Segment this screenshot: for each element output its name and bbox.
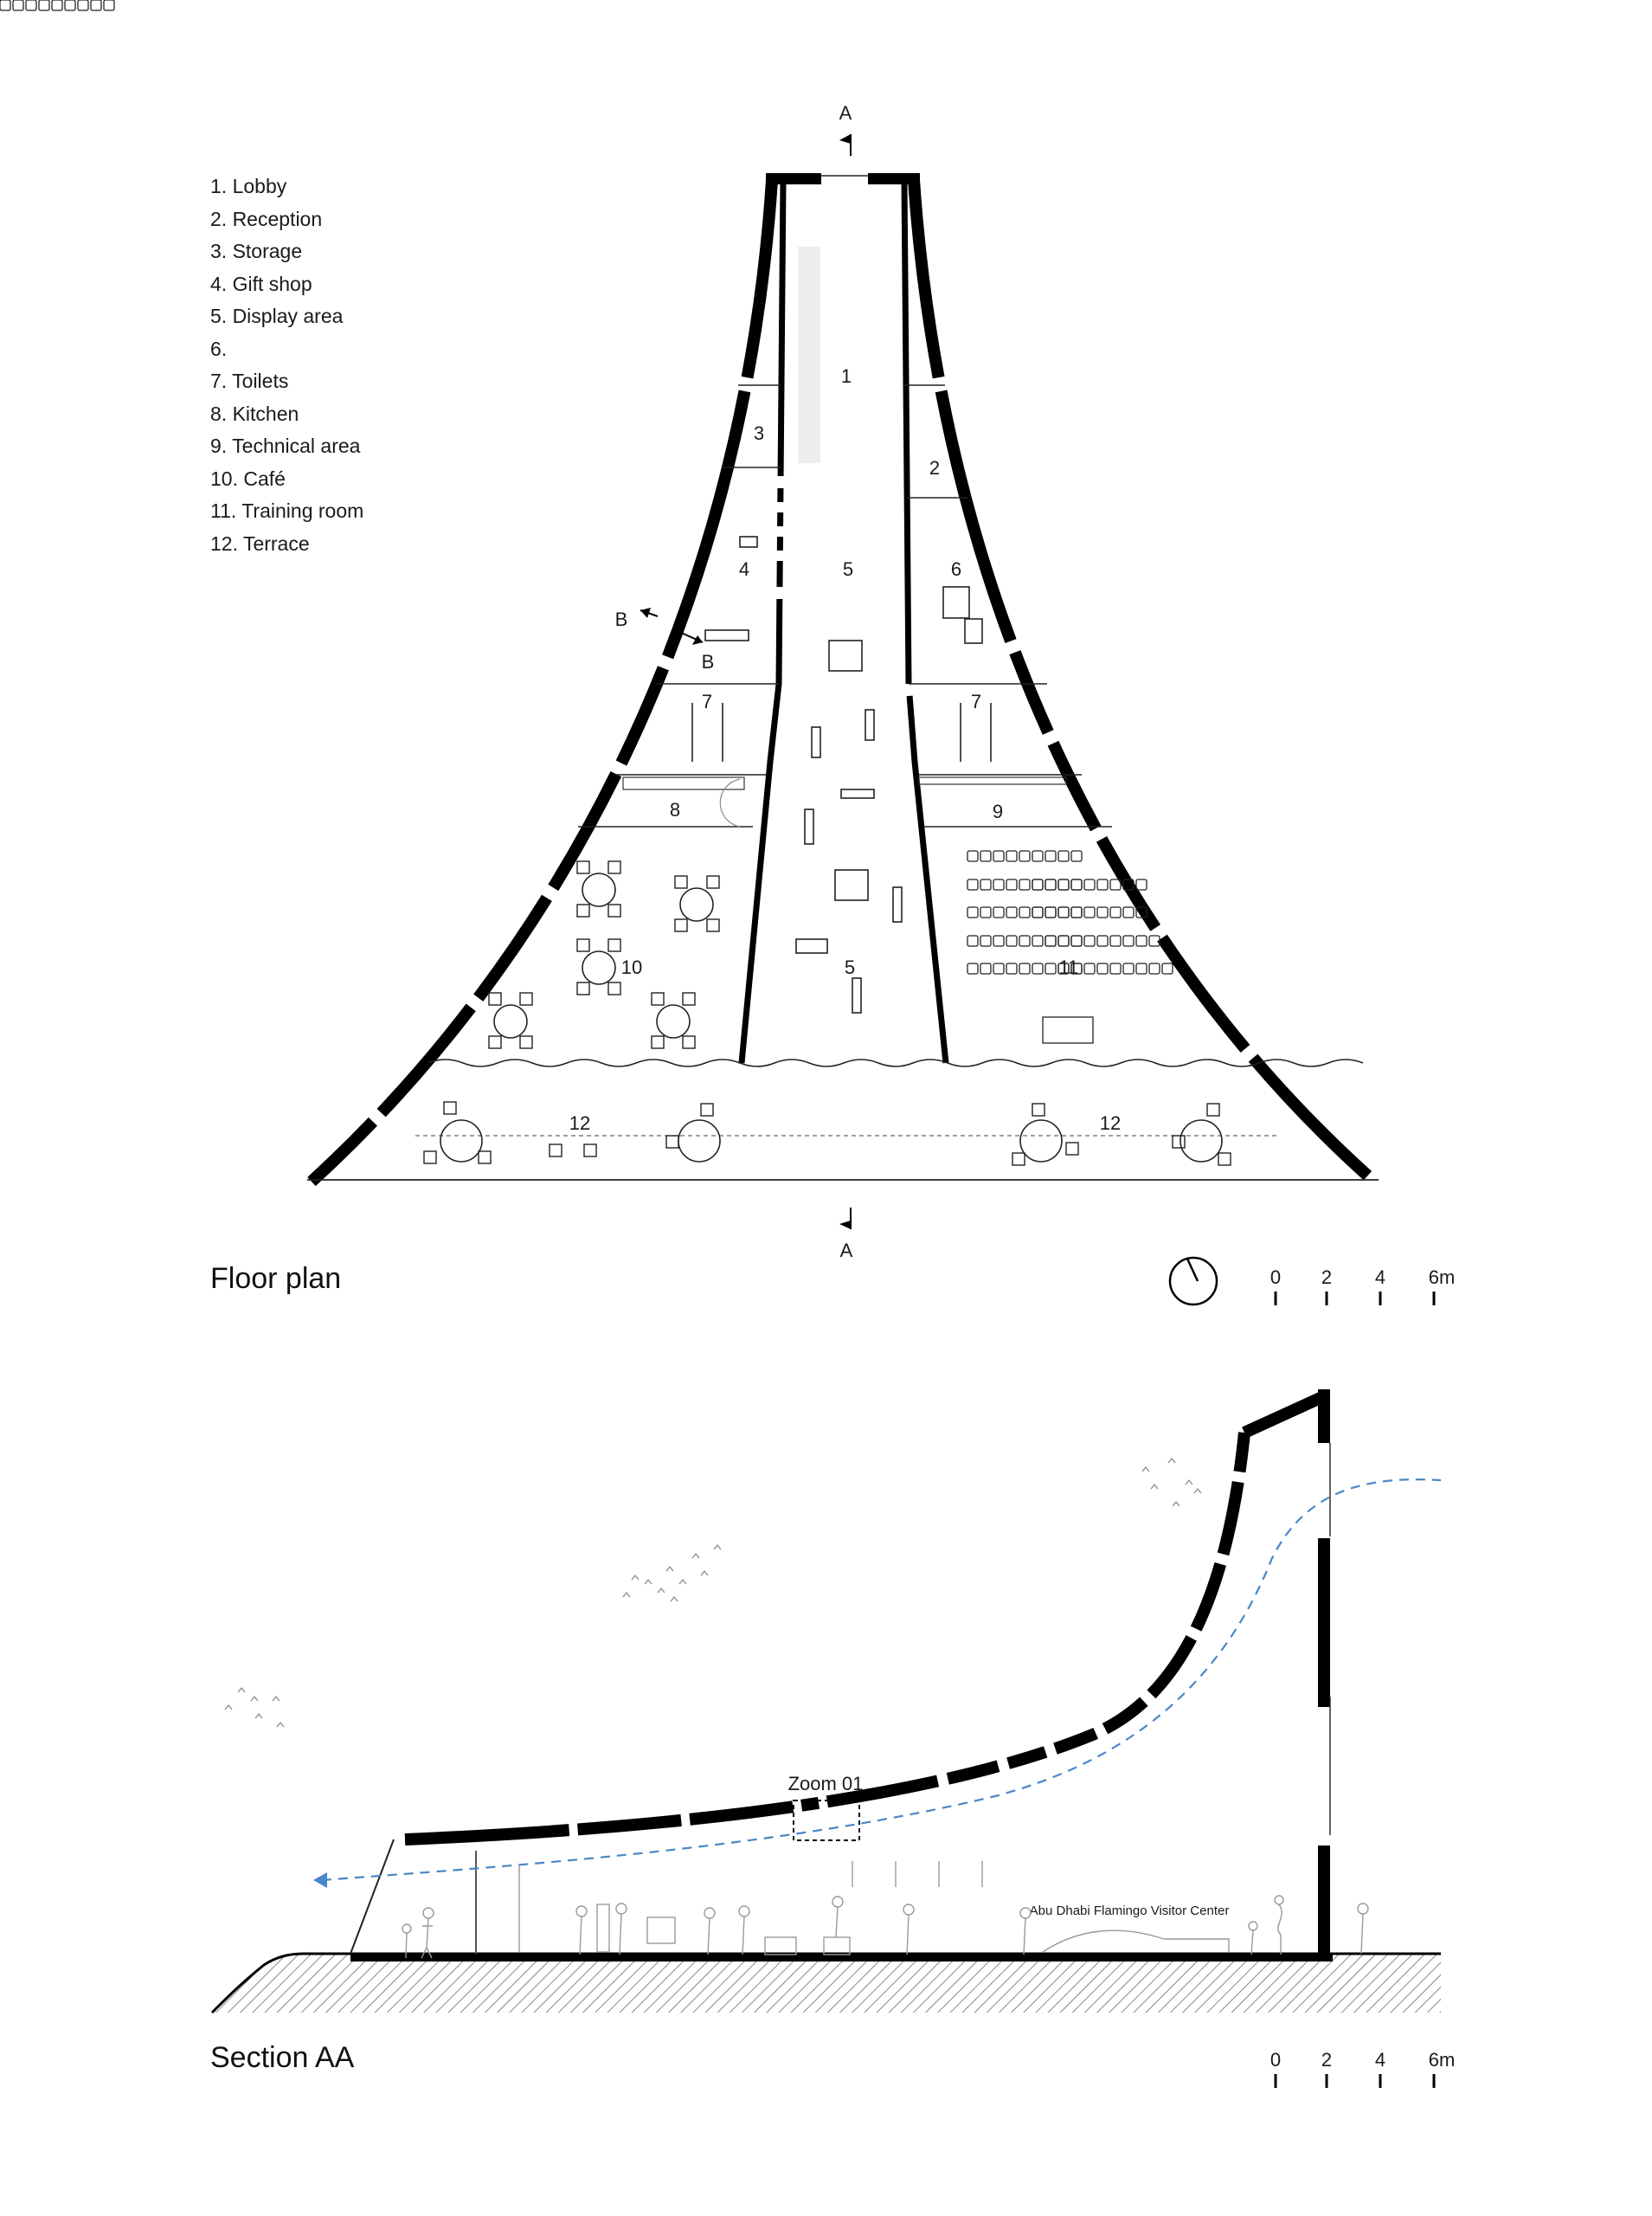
person-icon <box>1358 1904 1368 1954</box>
legend-item: 1. Lobby <box>210 175 287 197</box>
room-number: 10 <box>620 957 643 978</box>
svg-text:A: A <box>839 1240 853 1261</box>
person-icon <box>832 1897 843 1937</box>
room-number: 5 <box>844 957 856 978</box>
scale-bar-section <box>1270 2049 1455 2088</box>
legend-item: 4. Gift shop <box>210 272 312 295</box>
section-marker-a-top <box>839 102 852 156</box>
visitor-center-sign: Abu Dhabi Flamingo Visitor Center <box>1029 1904 1230 1918</box>
legend-item: 8. Kitchen <box>210 402 299 425</box>
person-icon <box>576 1906 587 1955</box>
section-marker-b-right <box>679 632 714 673</box>
right-outer-wall <box>914 180 1374 1182</box>
room-number: 7 <box>701 691 713 712</box>
north-arrow-icon <box>1170 1258 1217 1304</box>
front-glazing <box>350 1839 394 1954</box>
svg-text:4: 4 <box>1374 1266 1386 1288</box>
room-number: 2 <box>929 457 941 479</box>
roof-top <box>1244 1396 1324 1433</box>
room-number: 9 <box>992 801 1004 822</box>
svg-text:2: 2 <box>1321 1266 1333 1288</box>
room-number: 7 <box>970 691 982 712</box>
legend-item: 11. Training room <box>210 499 364 522</box>
svg-text:A: A <box>839 102 852 124</box>
lobby-sculpture <box>798 247 820 463</box>
legend-item: 12. Terrace <box>210 531 310 555</box>
scale-bar-plan <box>1270 1266 1455 1305</box>
legend-item: 5. Display area <box>210 305 344 327</box>
zoom-label: Zoom 01 <box>787 1773 864 1794</box>
svg-text:0: 0 <box>1270 1266 1282 1288</box>
section-aa <box>212 1389 1455 2088</box>
shoreline <box>428 1060 1363 1066</box>
ground-hatch <box>212 1954 1441 2013</box>
legend-item: 6. <box>210 337 228 360</box>
flamingo-icon <box>1275 1896 1283 1955</box>
svg-text:6m: 6m <box>1428 1266 1456 1288</box>
legend-item: 10. Café <box>210 467 286 490</box>
legend-item: 7. Toilets <box>210 370 289 392</box>
room-number: 12 <box>569 1112 591 1134</box>
section-marker-b-left <box>615 608 658 630</box>
airflow-path <box>322 1479 1441 1880</box>
section-aa-title: Section AA <box>210 2041 355 2074</box>
svg-text:0: 0 <box>1270 2049 1282 2071</box>
person-icon <box>616 1904 627 1955</box>
room-labels <box>569 365 1121 1134</box>
room-number: 12 <box>1099 1112 1122 1134</box>
room-number: 1 <box>840 365 852 387</box>
floor-plan-title: Floor plan <box>210 1262 342 1295</box>
airflow-arrow-icon <box>313 1872 327 1888</box>
legend-item: 9. Technical area <box>210 435 361 457</box>
room-partitions <box>578 385 1112 827</box>
room-number: 5 <box>842 558 854 580</box>
cafe-tables <box>489 861 719 1048</box>
svg-text:6m: 6m <box>1428 2049 1456 2071</box>
person-icon <box>421 1908 434 1958</box>
room-number: 11 <box>1058 957 1079 978</box>
legend-item: 2. Reception <box>210 207 323 230</box>
person-icon <box>903 1904 914 1955</box>
bird-icons <box>225 1459 1201 1727</box>
svg-text:B: B <box>701 651 715 673</box>
person-icon <box>1249 1922 1257 1955</box>
room-number: 8 <box>669 799 681 821</box>
legend-item: 3. Storage <box>210 240 303 262</box>
room-number: 4 <box>738 558 750 580</box>
room-number: 3 <box>753 422 765 444</box>
section-marker-a-bottom <box>839 1208 853 1261</box>
entrance-walls <box>766 173 920 184</box>
room-number: 6 <box>950 558 962 580</box>
person-icon <box>739 1906 749 1955</box>
person-icon <box>704 1908 715 1955</box>
training-room-seats <box>0 0 1173 1043</box>
svg-text:2: 2 <box>1321 2049 1333 2071</box>
svg-text:B: B <box>614 609 628 630</box>
svg-text:4: 4 <box>1374 2049 1386 2071</box>
left-outer-wall <box>312 180 772 1182</box>
